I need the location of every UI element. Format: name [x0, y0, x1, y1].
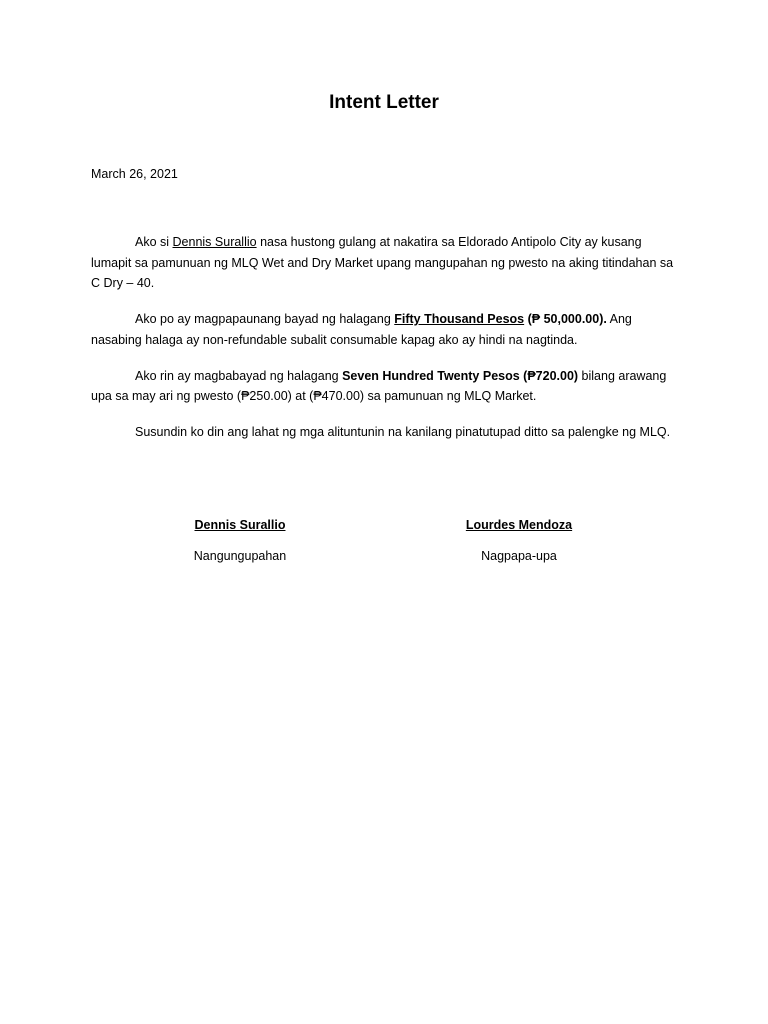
- document-title: Intent Letter: [329, 92, 439, 113]
- p1-text-2: nasa hustong gulang at nakatira sa Eldorado Antipolo City ay kusang lumapit sa pamunuan ng MLQ Wet and Dry Market upang mangupahan ng pwesto na aking titindahan sa C Dry – 40.: [91, 235, 674, 290]
- signature-block-lessee: [140, 518, 340, 563]
- p1-text-1: Ako si: [135, 235, 173, 249]
- p4-text-1: Susundin ko din ang lahat ng mga alituntunin na kanilang pinatutupad ditto sa palengke ng MLQ.: [135, 425, 671, 439]
- paragraph-1: [91, 232, 681, 294]
- p3-amount: Seven Hundred Twenty Pesos (₱720.00): [342, 368, 579, 383]
- p2-amount-number: (₱ 50,000.00).: [524, 312, 607, 326]
- p3-text-2: bilang arawang upa sa may ari ng pwesto (₱250.00) at (₱470.00) sa pamunuan ng MLQ Market.: [91, 368, 667, 403]
- paragraph-2: [91, 309, 681, 350]
- p2-text-1: Ako po ay magpapaunang bayad ng halagang: [135, 312, 395, 326]
- letter-date: March 26, 2021: [91, 167, 178, 181]
- paragraph-4: [91, 422, 681, 443]
- p2-amount-words: Fifty Thousand Pesos: [394, 312, 525, 326]
- paragraph-3: [91, 366, 681, 407]
- p3-text-1: Ako rin ay magbabayad ng halagang: [135, 368, 343, 383]
- signature-block-lessor: [419, 518, 619, 563]
- letter-body: [91, 232, 681, 458]
- lessee-name: Dennis Surallio: [194, 518, 286, 532]
- p1-name: Dennis Surallio: [172, 235, 257, 249]
- p2-text-2: Ang nasabing halaga ay non-refundable subalit consumable kapag ako ay hindi na nagtinda.: [91, 312, 632, 347]
- lessee-role: Nangungupahan: [193, 549, 287, 563]
- lessor-role: Nagpapa-upa: [481, 549, 557, 563]
- lessor-name: Lourdes Mendoza: [465, 518, 573, 532]
